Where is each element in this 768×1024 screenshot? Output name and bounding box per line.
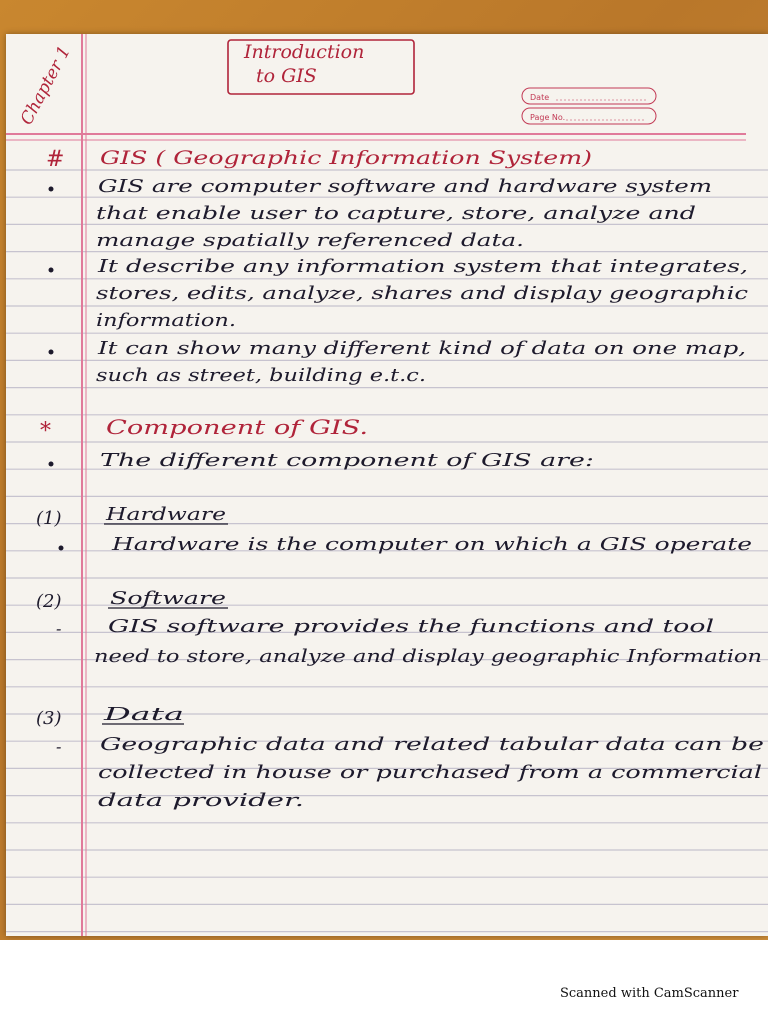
component-intro: The different component of GIS are:: [100, 450, 594, 471]
bullet-dot: [59, 546, 64, 551]
item-3-number: (3): [36, 708, 62, 729]
heading-marker: #: [46, 147, 65, 172]
item-3-text-line-1: Geographic data and related tabular data can be: [100, 734, 764, 755]
bullet-dot: [49, 187, 54, 192]
item-1-number: (1): [36, 508, 62, 529]
bullet-2-line-2: stores, edits, analyze, shares and display geographic: [96, 283, 748, 304]
notebook-page-drawing: [6, 34, 768, 936]
component-heading: Component of GIS.: [106, 415, 368, 439]
item-3-text-line-2: collected in house or purchased from a commercial: [98, 762, 763, 783]
section-marker: *: [40, 419, 51, 444]
bullet-dot: [49, 350, 54, 355]
item-3-dash: -: [56, 737, 62, 756]
date-label: Date: [530, 93, 550, 102]
item-3-title: Data: [102, 704, 184, 725]
bullet-1-line-1: GIS are computer software and hardware system: [98, 176, 712, 197]
title-line-1: Introduction: [244, 41, 365, 63]
item-2-dash: -: [56, 619, 62, 638]
item-3-text-line-3: data provider.: [98, 790, 304, 811]
page-no-label: Page No.: [530, 113, 566, 122]
bullet-dot: [49, 268, 54, 273]
item-2-text-line-2: need to store, analyze and display geographic Information: [94, 646, 762, 667]
item-2-number: (2): [36, 591, 62, 612]
item-2-text-line-1: GIS software provides the functions and tool: [108, 616, 715, 637]
item-1-title: Hardware: [104, 504, 226, 525]
bullet-3-line-1: It can show many different kind of data on one map,: [96, 338, 747, 359]
item-2-title: Software: [110, 588, 226, 609]
bullet-3-line-2: such as street, building e.t.c.: [96, 365, 426, 386]
bullet-dot: [49, 462, 54, 467]
bullet-1-line-3: manage spatially referenced data.: [96, 230, 524, 251]
bullet-1-line-2: that enable user to capture, store, analyze and: [96, 203, 696, 224]
notebook-page: [6, 34, 768, 936]
scanner-watermark: Scanned with CamScanner: [560, 986, 739, 1001]
bullet-2-line-3: information.: [96, 310, 236, 331]
title-line-2: to GIS: [256, 65, 317, 87]
item-1-text: Hardware is the computer on which a GIS operate: [110, 534, 752, 555]
gis-heading: GIS ( Geographic Information System): [100, 147, 592, 169]
bullet-2-line-1: It describe any information system that integrates,: [96, 256, 748, 277]
chapter-label: Chapter 1: [16, 42, 75, 129]
